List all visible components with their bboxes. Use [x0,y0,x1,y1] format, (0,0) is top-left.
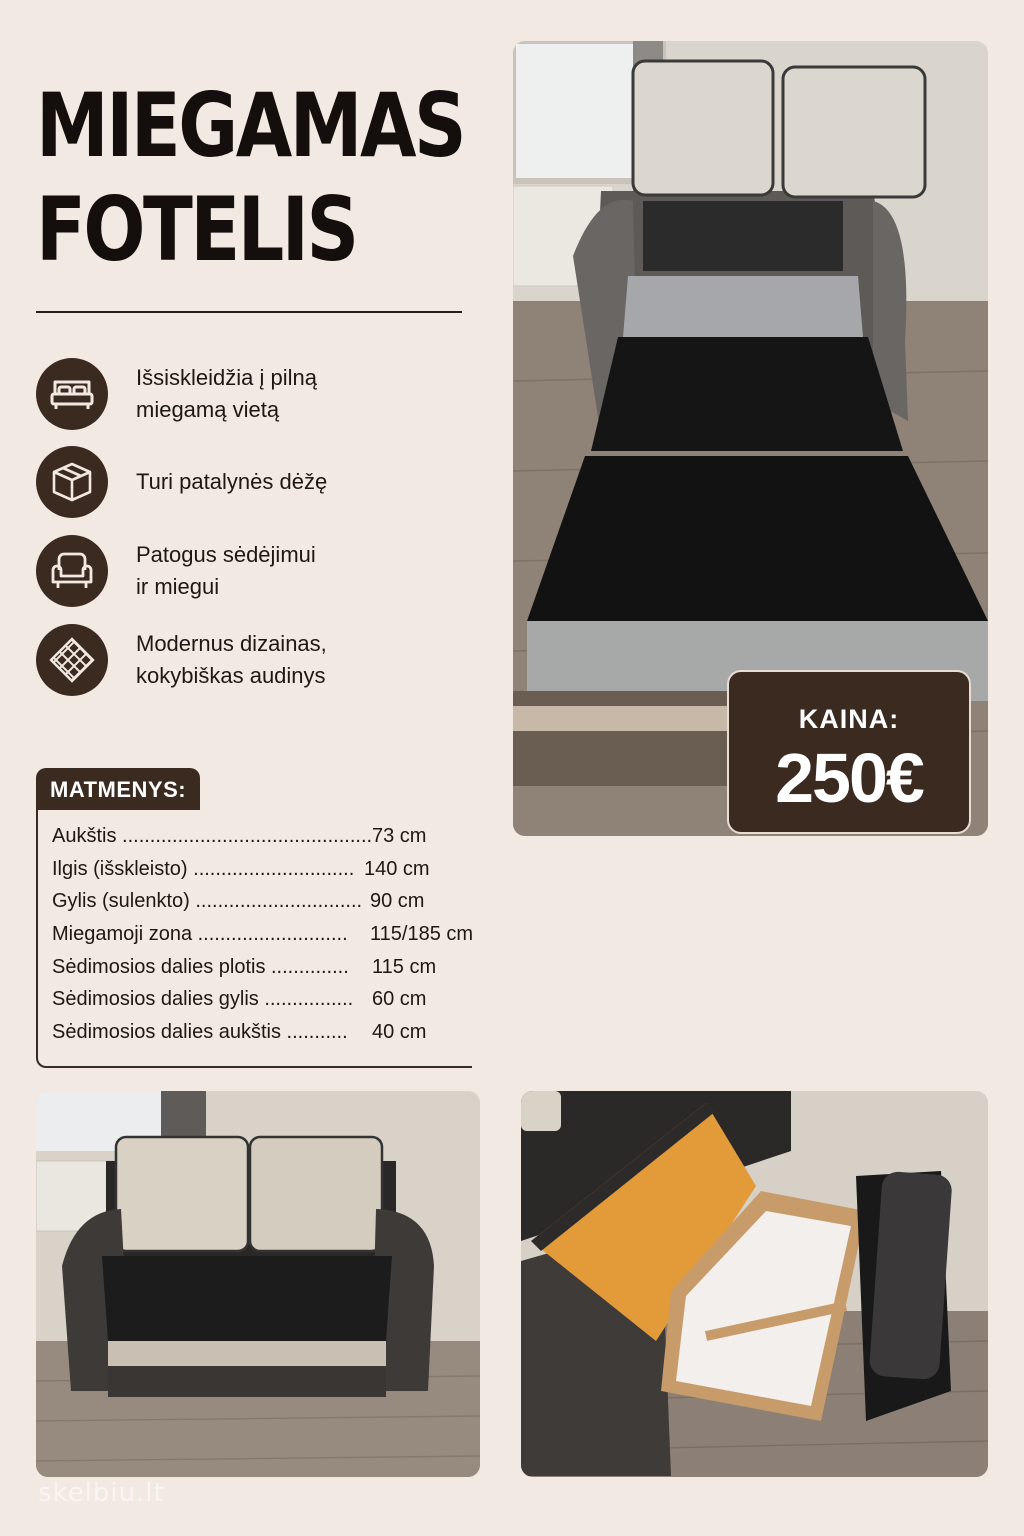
dimension-label: Sėdimosios dalies plotis .............. [52,956,349,978]
feature-text: Patogus sėdėjimui ir miegui [136,542,316,599]
dimension-value: 115/185 cm [370,923,474,945]
page-title [36,74,465,282]
dimension-label: Aukštis ............................................. [52,825,373,847]
feature-item-box [36,446,476,518]
dimension-value: 40 cm [372,1021,427,1043]
title-line-1: MIEGAMAS [36,74,465,177]
dimension-row [52,983,482,1015]
title-line-2: FOTELIS [36,178,357,281]
dimension-label: Gylis (sulenkto) .............................. [52,890,363,912]
dimension-row [52,951,482,983]
photo-storage-box [521,1091,988,1477]
dimension-value: 60 cm [372,988,427,1010]
dimension-value: 140 cm [364,858,430,880]
feature-item-bed [36,358,476,430]
armchair-icon [36,535,108,607]
dimension-row [52,1016,482,1048]
feature-text: Išsiskleidžia į pilną miegamą vietą [136,365,317,422]
dimension-label: Miegamoji zona ........................... [52,923,348,945]
title-divider [36,311,462,313]
dimension-row [52,918,482,950]
dimension-row [52,853,482,885]
fabric-pattern-icon [36,624,108,696]
watermark: skelbiu.lt [38,1478,165,1508]
feature-text: Modernus dizainas, kokybiškas audinys [136,631,327,688]
dimension-value: 115 cm [372,956,437,978]
dimension-label: Ilgis (išskleisto) ............................. [52,858,355,880]
feature-text: Turi patalynės dėžę [136,469,328,494]
feature-item-fabric [36,624,476,696]
box-icon [36,446,108,518]
feature-item-armchair [36,535,476,607]
dimension-label: Sėdimosios dalies gylis ................ [52,988,354,1010]
dimension-row [52,820,482,852]
price-badge [727,670,971,834]
photo-folded-armchair [36,1091,480,1477]
price-label: KAINA: [798,704,900,734]
bed-icon [36,358,108,430]
dimension-value: 73 cm [372,825,427,847]
dimension-row [52,885,482,917]
dimension-value: 90 cm [370,890,425,912]
price-value: 250€ [775,739,923,817]
dimensions-heading: MATMENYS: [36,768,200,810]
dimension-label: Sėdimosios dalies aukštis ........... [52,1021,348,1043]
